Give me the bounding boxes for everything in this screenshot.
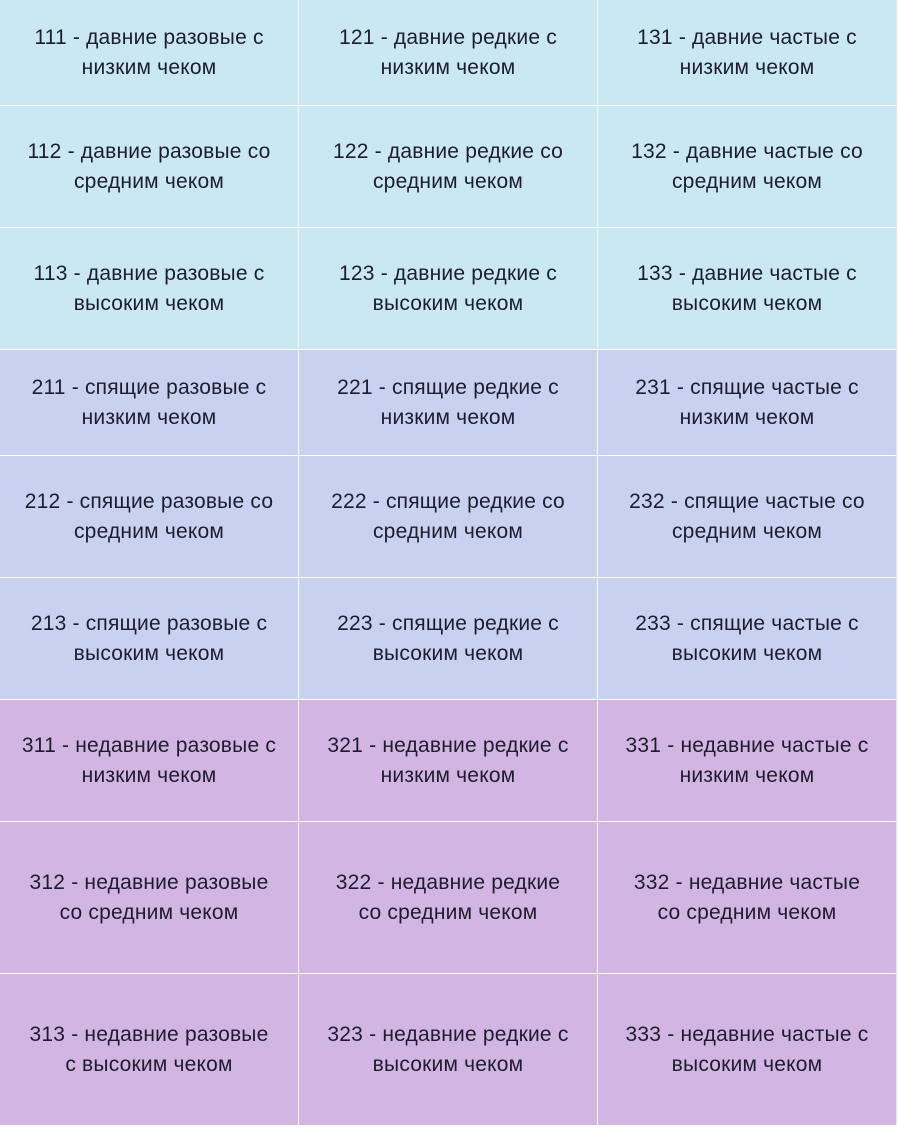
segment-label: [626, 1020, 869, 1080]
segment-cell: [598, 578, 896, 699]
segment-label-line: низким чеком: [380, 405, 516, 429]
segment-label: [626, 731, 869, 791]
segment-cell: [0, 106, 298, 227]
segment-label-line: 222 - спящие редкие со: [331, 489, 565, 513]
segment-label-line: с высоким чеком: [65, 1052, 233, 1076]
segment-label: [25, 487, 273, 547]
segment-label-line: 132 - давние частые со: [631, 139, 863, 163]
segment-cell: [598, 0, 896, 105]
segment-label: [27, 137, 270, 197]
segment-label-line: низким чеком: [81, 405, 217, 429]
segment-label-line: со средним чеком: [657, 900, 837, 924]
segment-label-line: высоким чеком: [73, 291, 225, 315]
segment-cell: [0, 578, 298, 699]
segment-label-line: 121 - давние редкие с: [339, 25, 557, 49]
segment-label: [327, 731, 568, 791]
segment-label-line: высоким чеком: [372, 641, 524, 665]
segment-label: [34, 259, 265, 319]
segment-label-line: средним чеком: [372, 519, 523, 543]
segment-label-line: 331 - недавние частые с: [625, 733, 869, 757]
segment-cell: [299, 822, 597, 973]
segment-label: [337, 609, 559, 669]
segment-label-line: 322 - недавние редкие: [335, 870, 561, 894]
segment-label-line: высоким чеком: [73, 641, 225, 665]
segment-label-line: 111 - давние разовые с: [34, 25, 264, 49]
segment-label: [635, 373, 859, 433]
segment-label: [336, 868, 560, 928]
segment-label-line: 223 - спящие редкие с: [337, 611, 559, 635]
segment-label-line: средним чеком: [372, 169, 523, 193]
segment-cell: [598, 974, 896, 1125]
segment-cell: [0, 974, 298, 1125]
segment-label: [637, 23, 857, 83]
segment-cell: [299, 974, 597, 1125]
segment-label-line: со средним чеком: [358, 900, 538, 924]
segment-label-line: средним чеком: [671, 169, 822, 193]
segment-label: [635, 609, 859, 669]
segment-label-line: низким чеком: [380, 55, 516, 79]
segment-label-line: 232 - спящие частые со: [629, 489, 865, 513]
segment-cell: [0, 456, 298, 577]
segment-label-line: 311 - недавние разовые с: [21, 733, 277, 757]
segment-label: [337, 373, 559, 433]
segment-label: [631, 137, 863, 197]
segment-cell: [0, 700, 298, 821]
segment-cell: [0, 350, 298, 455]
segment-label-line: со средним чеком: [59, 900, 239, 924]
segment-label-line: 332 - недавние частые: [633, 870, 861, 894]
segment-label-line: высоким чеком: [372, 1052, 524, 1076]
segment-cell: [299, 700, 597, 821]
segment-cell: [598, 350, 896, 455]
segment-label: [31, 609, 267, 669]
segment-label-line: высоким чеком: [372, 291, 524, 315]
segment-label-line: низким чеком: [380, 763, 516, 787]
segment-label-line: 112 - давние разовые со: [27, 139, 271, 163]
segment-cell: [299, 578, 597, 699]
segment-label-line: средним чеком: [73, 169, 224, 193]
segment-label-line: низким чеком: [679, 763, 815, 787]
segment-label-line: высоким чеком: [671, 291, 823, 315]
segment-cell: [0, 228, 298, 349]
segment-label-line: 212 - спящие разовые со: [24, 489, 274, 513]
segment-cell: [299, 106, 597, 227]
segment-cell: [598, 822, 896, 973]
segment-label-line: 323 - недавние редкие с: [327, 1022, 569, 1046]
segment-label-line: 312 - недавние разовые: [29, 870, 269, 894]
segment-label-line: высоким чеком: [671, 641, 823, 665]
segment-cell: [598, 456, 896, 577]
segment-label-line: средним чеком: [73, 519, 224, 543]
segment-label: [333, 137, 563, 197]
segment-cell: [598, 700, 896, 821]
segment-cell: [299, 350, 597, 455]
segment-label-line: 231 - спящие частые с: [635, 375, 859, 399]
segment-label-line: 321 - недавние редкие с: [327, 733, 569, 757]
segment-label: [634, 868, 860, 928]
segment-label: [331, 487, 565, 547]
segment-cell: [299, 0, 597, 105]
segment-label: [339, 259, 557, 319]
segment-label-line: 221 - спящие редкие с: [337, 375, 559, 399]
segment-label: [327, 1020, 568, 1080]
segment-cell: [598, 228, 896, 349]
segment-label: [32, 373, 267, 433]
segment-cell: [299, 456, 597, 577]
segment-label-line: 123 - давние редкие с: [339, 261, 557, 285]
segment-cell: [0, 0, 298, 105]
segment-label: [34, 23, 263, 83]
segment-label-line: средним чеком: [671, 519, 822, 543]
segment-label: [30, 868, 269, 928]
segment-label: [339, 23, 557, 83]
segment-label-line: 211 - спящие разовые с: [31, 375, 267, 399]
segment-label-line: 313 - недавние разовые: [29, 1022, 269, 1046]
segment-label-line: 333 - недавние частые с: [625, 1022, 869, 1046]
segment-label-line: 113 - давние разовые с: [33, 261, 265, 285]
segment-label-line: 213 - спящие разовые с: [30, 611, 268, 635]
segment-label: [22, 731, 276, 791]
segment-label-line: 131 - давние частые с: [637, 25, 857, 49]
segment-label-line: низким чеком: [81, 55, 217, 79]
segment-label: [637, 259, 857, 319]
segment-label-line: высоким чеком: [671, 1052, 823, 1076]
segment-cell: [0, 822, 298, 973]
segment-label-line: 133 - давние частые с: [637, 261, 857, 285]
segment-label-line: 233 - спящие частые с: [635, 611, 859, 635]
segment-cell: [598, 106, 896, 227]
segment-cell: [299, 228, 597, 349]
segment-label: [629, 487, 865, 547]
segment-label-line: 122 - давние редкие со: [332, 139, 564, 163]
segment-label-line: низким чеком: [679, 405, 815, 429]
segment-label-line: низким чеком: [679, 55, 815, 79]
segment-label: [30, 1020, 269, 1080]
segment-label-line: низким чеком: [81, 763, 217, 787]
